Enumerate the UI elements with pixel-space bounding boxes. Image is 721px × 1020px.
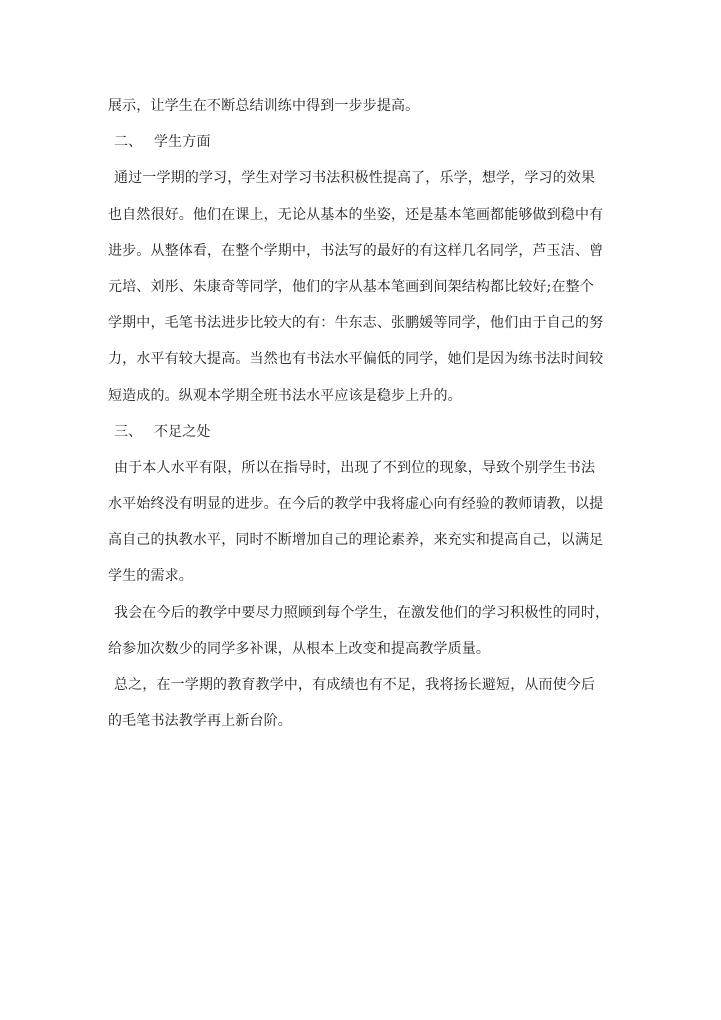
text-line: 我会在今后的教学中要尽力照顾到每个学生，在激发他们的学习积极性的同时，: [114, 604, 610, 621]
text-line: 展示，让学生在不断总结训练中得到一步步提高。: [108, 98, 420, 114]
text-line: 水平始终没有明显的进步。在今后的教学中我将虚心向有经验的教师请教，以提: [108, 496, 604, 513]
text-line: 力，水平有较大提高。当然也有书法水平偏低的同学，她们是因为练书法时间较: [108, 351, 604, 368]
section-number: 三、: [114, 423, 143, 440]
text-line: 由于本人水平有限，所以在指导时，出现了不到位的现象，导致个别学生书法: [114, 459, 596, 476]
text-line: 总之，在一学期的教育教学中，有成绩也有不足，我将扬长避短，从而使今后: [114, 677, 596, 693]
section-heading-shortcomings: [108, 414, 616, 450]
section-number: 二、: [114, 134, 143, 151]
text-line: 进步。从整体看，在整个学期中，书法写的最好的有这样几名同学，芦玉洁、曾: [108, 242, 604, 259]
text-line: 给参加次数少的同学多补课，从根本上改变和提高教学质量。: [108, 640, 491, 657]
text-line: 元培、刘彤、朱康奇等同学，他们的字从基本笔画到间架结构都比较好;在整个: [108, 278, 594, 295]
text-line: 通过一学期的学习，学生对学习书法积极性提高了，乐学，想学，学习的效果: [114, 170, 596, 187]
text-line: 学生的需求。: [108, 568, 193, 585]
section-title: 学生方面: [154, 134, 211, 151]
text-line: 的毛笔书法教学再上新台阶。: [108, 713, 292, 730]
text-line: 学期中，毛笔书法进步比较大的有：牛东志、张鹏媛等同学，他们由于自己的努: [108, 315, 604, 332]
section-title: 不足之处: [154, 423, 211, 440]
text-line: 高自己的执教水平，同时不断增加自己的理论素养，来充实和提高自己，以满足: [108, 532, 604, 549]
text-line: 也自然很好。他们在课上，无论从基本的坐姿，还是基本笔画都能够做到稳中有: [108, 206, 604, 223]
section-heading-students: [108, 124, 616, 160]
text-line: 短造成的。纵观本学期全班书法水平应该是稳步上升的。: [108, 387, 462, 404]
document-page: [108, 88, 616, 739]
